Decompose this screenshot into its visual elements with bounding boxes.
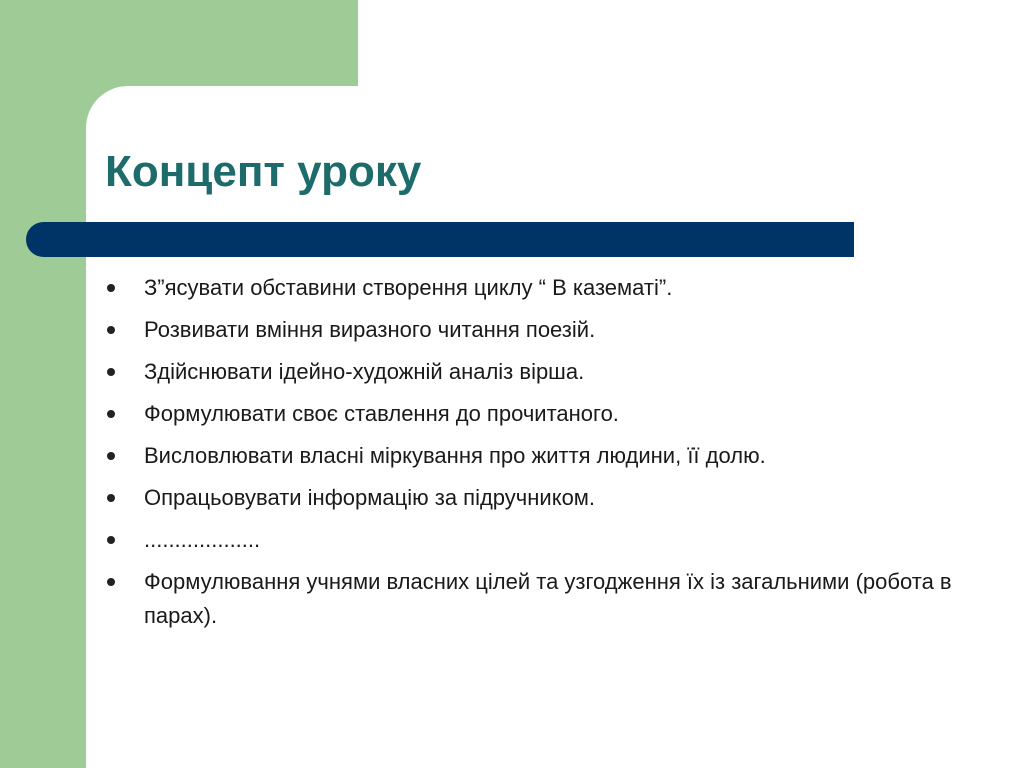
bullet-icon [100, 435, 144, 477]
bullet-text: Здійснювати ідейно-художній аналіз вірша. [144, 359, 585, 384]
bullet-text: Опрацьовувати інформацію за підручником. [144, 485, 596, 510]
bullet-list [100, 267, 980, 637]
bullet-icon [100, 561, 144, 603]
bullet-icon [100, 267, 144, 309]
bullet-item [100, 351, 980, 393]
bullet-icon [100, 477, 144, 519]
bullet-item [100, 561, 980, 637]
bullet-icon [100, 309, 144, 351]
bullet-text: Формулювати своє ставлення до прочитаного. [144, 401, 619, 426]
bullet-icon [100, 393, 144, 435]
bullet-item [100, 267, 980, 309]
bullet-text: Висловлювати власні міркування про життя людини, її долю. [144, 443, 766, 468]
slide-title: Концепт уроку [105, 147, 422, 196]
bullet-item [100, 435, 980, 477]
bullet-icon [100, 351, 144, 393]
bullet-text: Формулювання учнями власних цілей та узгодження їх із загальними (робота в парах). [144, 569, 952, 628]
title-divider-bar [26, 222, 854, 257]
bullet-item [100, 477, 980, 519]
bullet-icon [100, 519, 144, 561]
bullet-text: З”ясувати обставини створення циклу “ В казематі”. [144, 275, 673, 300]
bullet-text: ................... [144, 527, 261, 552]
bullet-item [100, 393, 980, 435]
bullet-item [100, 519, 980, 561]
bullet-item [100, 309, 980, 351]
bullet-text: Розвивати вміння виразного читання поезій. [144, 317, 596, 342]
